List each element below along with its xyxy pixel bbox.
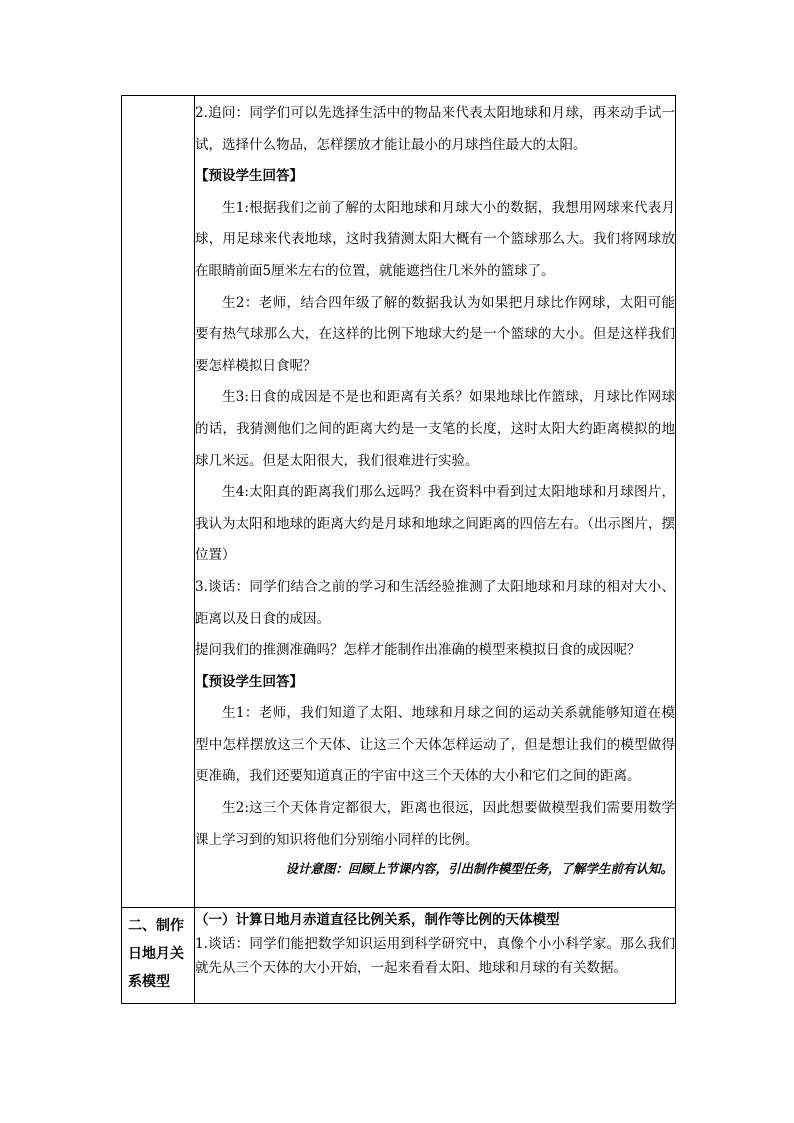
teacher-talk-2: 1.谈话：同学们能把数学知识运用到科学研究中，真像个小小科学家。那么我们就先从三个天体的大小开始，一起来看看太阳、地球和月球的有关数据。 xyxy=(195,936,675,976)
design-intent: 设计意图：回顾上节课内容，引出制作模型任务，了解学生前有认知。 xyxy=(285,861,673,877)
content-cell xyxy=(195,96,676,908)
student-answer-3: 生3:日食的成因是不是也和距离有关系？如果地球比作篮球，月球比作网球的话，我猜测他们之间的距离大约是一支笔的长度，这时太阳大约距离模拟的地球几米远。但是太阳很大，我们很难进行实验。 xyxy=(195,389,675,469)
student-answer-6: 生2:这三个天体肯定都很大，距离也很远，因此想要做模型我们需要用数学课上学习到的知识将他们分别缩小同样的比例。 xyxy=(195,800,675,848)
section-label-cell xyxy=(122,908,195,1004)
lesson-plan-table xyxy=(121,95,676,1004)
table-row xyxy=(122,96,676,908)
section-title: 二、制作日地月关系模型 xyxy=(128,918,184,990)
preset-answer-heading: 【预设学生回答】 xyxy=(195,168,303,185)
student-answer-1: 生1:根据我们之前了解的太阳地球和月球大小的数据，我想用网球来代表月球，用足球来代表地球，这时我猜测太阳大概有一个篮球那么大。我们将网球放在眼睛前面5厘米左右的位置，就能遮挡住几米外的篮球了。 xyxy=(195,199,675,279)
student-answer-2: 生2：老师，结合四年级了解的数据我认为如果把月球比作网球，太阳可能要有热气球那么大，在这样的比例下地球大约是一个篮球的大小。但是这样我们要怎样模拟日食呢？ xyxy=(195,294,675,374)
section-label-cell-empty xyxy=(122,96,195,908)
content-cell xyxy=(195,908,676,1004)
student-answer-4: 生4:太阳真的距离我们那么远吗？我在资料中看到过太阳地球和月球图片，我认为太阳和地球的距离大约是月球和地球之间距离的四倍左右。（出示图片，摆位置） xyxy=(195,484,675,564)
teacher-talk: 3.谈话：同学们结合之前的学习和生活经验推测了太阳地球和月球的相对大小、距离以及日食的成因。 xyxy=(195,578,675,627)
subsection-heading: （一）计算日地月赤道直径比例关系，制作等比例的天体模型 xyxy=(195,912,560,928)
student-answer-5: 生1：老师，我们知道了太阳、地球和月球之间的运动关系就能够知道在模型中怎样摆放这三个天体、让这三个天体怎样运动了，但是想让我们的模型做得更准确，我们还要知道真正的宇宙中这三个天体的大小和它们之间的距离。 xyxy=(195,705,675,785)
followup-question: 2.追问：同学们可以先选择生活中的物品来代表太阳地球和月球，再来动手试一试，选择什么物品，怎样摆放才能让最小的月球挡住最大的太阳。 xyxy=(195,105,675,153)
preset-answer-heading-2: 【预设学生回答】 xyxy=(195,673,303,690)
table-row xyxy=(122,908,676,1004)
teacher-question: 提问我们的推测准确吗？怎样才能制作出准确的模型来模拟日食的成因呢？ xyxy=(195,642,641,659)
